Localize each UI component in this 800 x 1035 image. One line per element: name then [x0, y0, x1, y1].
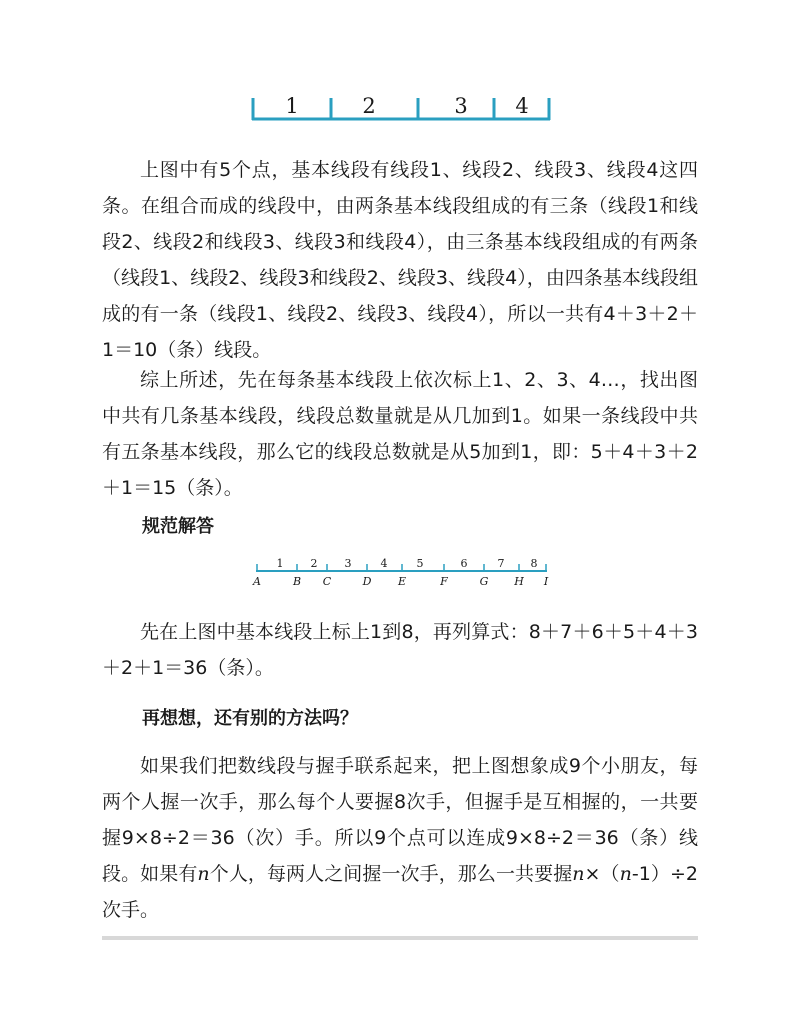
figure2-point-label: G: [479, 575, 489, 588]
segment-figure-1: [240, 88, 560, 128]
figure1-segment-label: 2: [362, 94, 376, 118]
paragraph-handshake: [102, 748, 698, 928]
paragraph-calculation: 先在上图中基本线段上标上1到8，再列算式：8＋7＋6＋5＋4＋3＋2＋1＝36（条）。: [102, 621, 698, 679]
figure2-segment-label: 7: [497, 557, 505, 570]
handshake-text-3: ×（: [584, 863, 620, 885]
figure2-point-label: H: [514, 575, 524, 588]
figure2-point-label: B: [292, 575, 302, 588]
figure2-point-label: C: [322, 575, 332, 588]
figure1-segment-label: 1: [285, 94, 299, 118]
figure2-segment-label: 4: [380, 557, 388, 570]
figure2-point-label: E: [397, 575, 407, 588]
handshake-text-4: -1）÷2次手。: [102, 863, 698, 921]
variable-n: n: [572, 863, 585, 885]
figure2-segment-label: 2: [310, 557, 318, 570]
paragraph-summary: 综上所述，先在每条基本线段上依次标上1、2、3、4…，找出图中共有几条基本线段，线段总数量就是从几加到1。如果一条线段中共有五条基本线段，那么它的线段总数就是从5加到1，即：5＋4＋3＋2＋1＝15（条）。: [102, 369, 698, 499]
variable-n: n: [197, 863, 210, 885]
figure2-segment-label: 3: [344, 557, 352, 570]
figure1-segment-label: 4: [515, 94, 529, 118]
figure2-segment-label: 1: [276, 557, 284, 570]
bottom-divider: [102, 936, 698, 940]
figure2-point-label: D: [362, 575, 372, 588]
handshake-text-2: 个人，每两人之间握一次手，那么一共要握: [209, 863, 573, 885]
segment-figure-2: [244, 553, 564, 593]
heading-standard-answer: 规范解答: [142, 516, 214, 537]
figure2-segment-label: 6: [460, 557, 468, 570]
figure2-segment-label: 5: [416, 557, 424, 570]
paragraph-explanation: 上图中有5个点，基本线段有线段1、线段2、线段3、线段4这四条。在组合而成的线段中，由两条基本线段组成的有三条（线段1和线段2、线段2和线段3、线段3和线段4），由三条基本线段组成的有两条（线段1、线段2、线段3和线段2、线段3、线段4），由四条基本线段组成的有一条（线段1、线段2、线段3、线段4），所以一共有4＋3＋2＋1＝10（条）线段。: [102, 159, 698, 361]
heading-think-again: 再想想，还有别的方法吗？: [142, 708, 358, 729]
variable-n: n: [619, 863, 632, 885]
figure1-segment-label: 3: [454, 94, 468, 118]
figure2-point-label: A: [253, 575, 261, 588]
figure2-point-label: F: [440, 575, 448, 588]
figure2-segment-label: 8: [530, 557, 538, 570]
figure2-point-label: I: [543, 575, 549, 588]
handshake-text-1: 如果我们把数线段与握手联系起来，把上图想象成9个小朋友，每两个人握一次手，那么每个人要握8次手，但握手是互相握的，一共要握9×8÷2＝36（次）手。所以9个点可以连成9×8÷2＝36（条）线段。如果有: [102, 755, 698, 885]
